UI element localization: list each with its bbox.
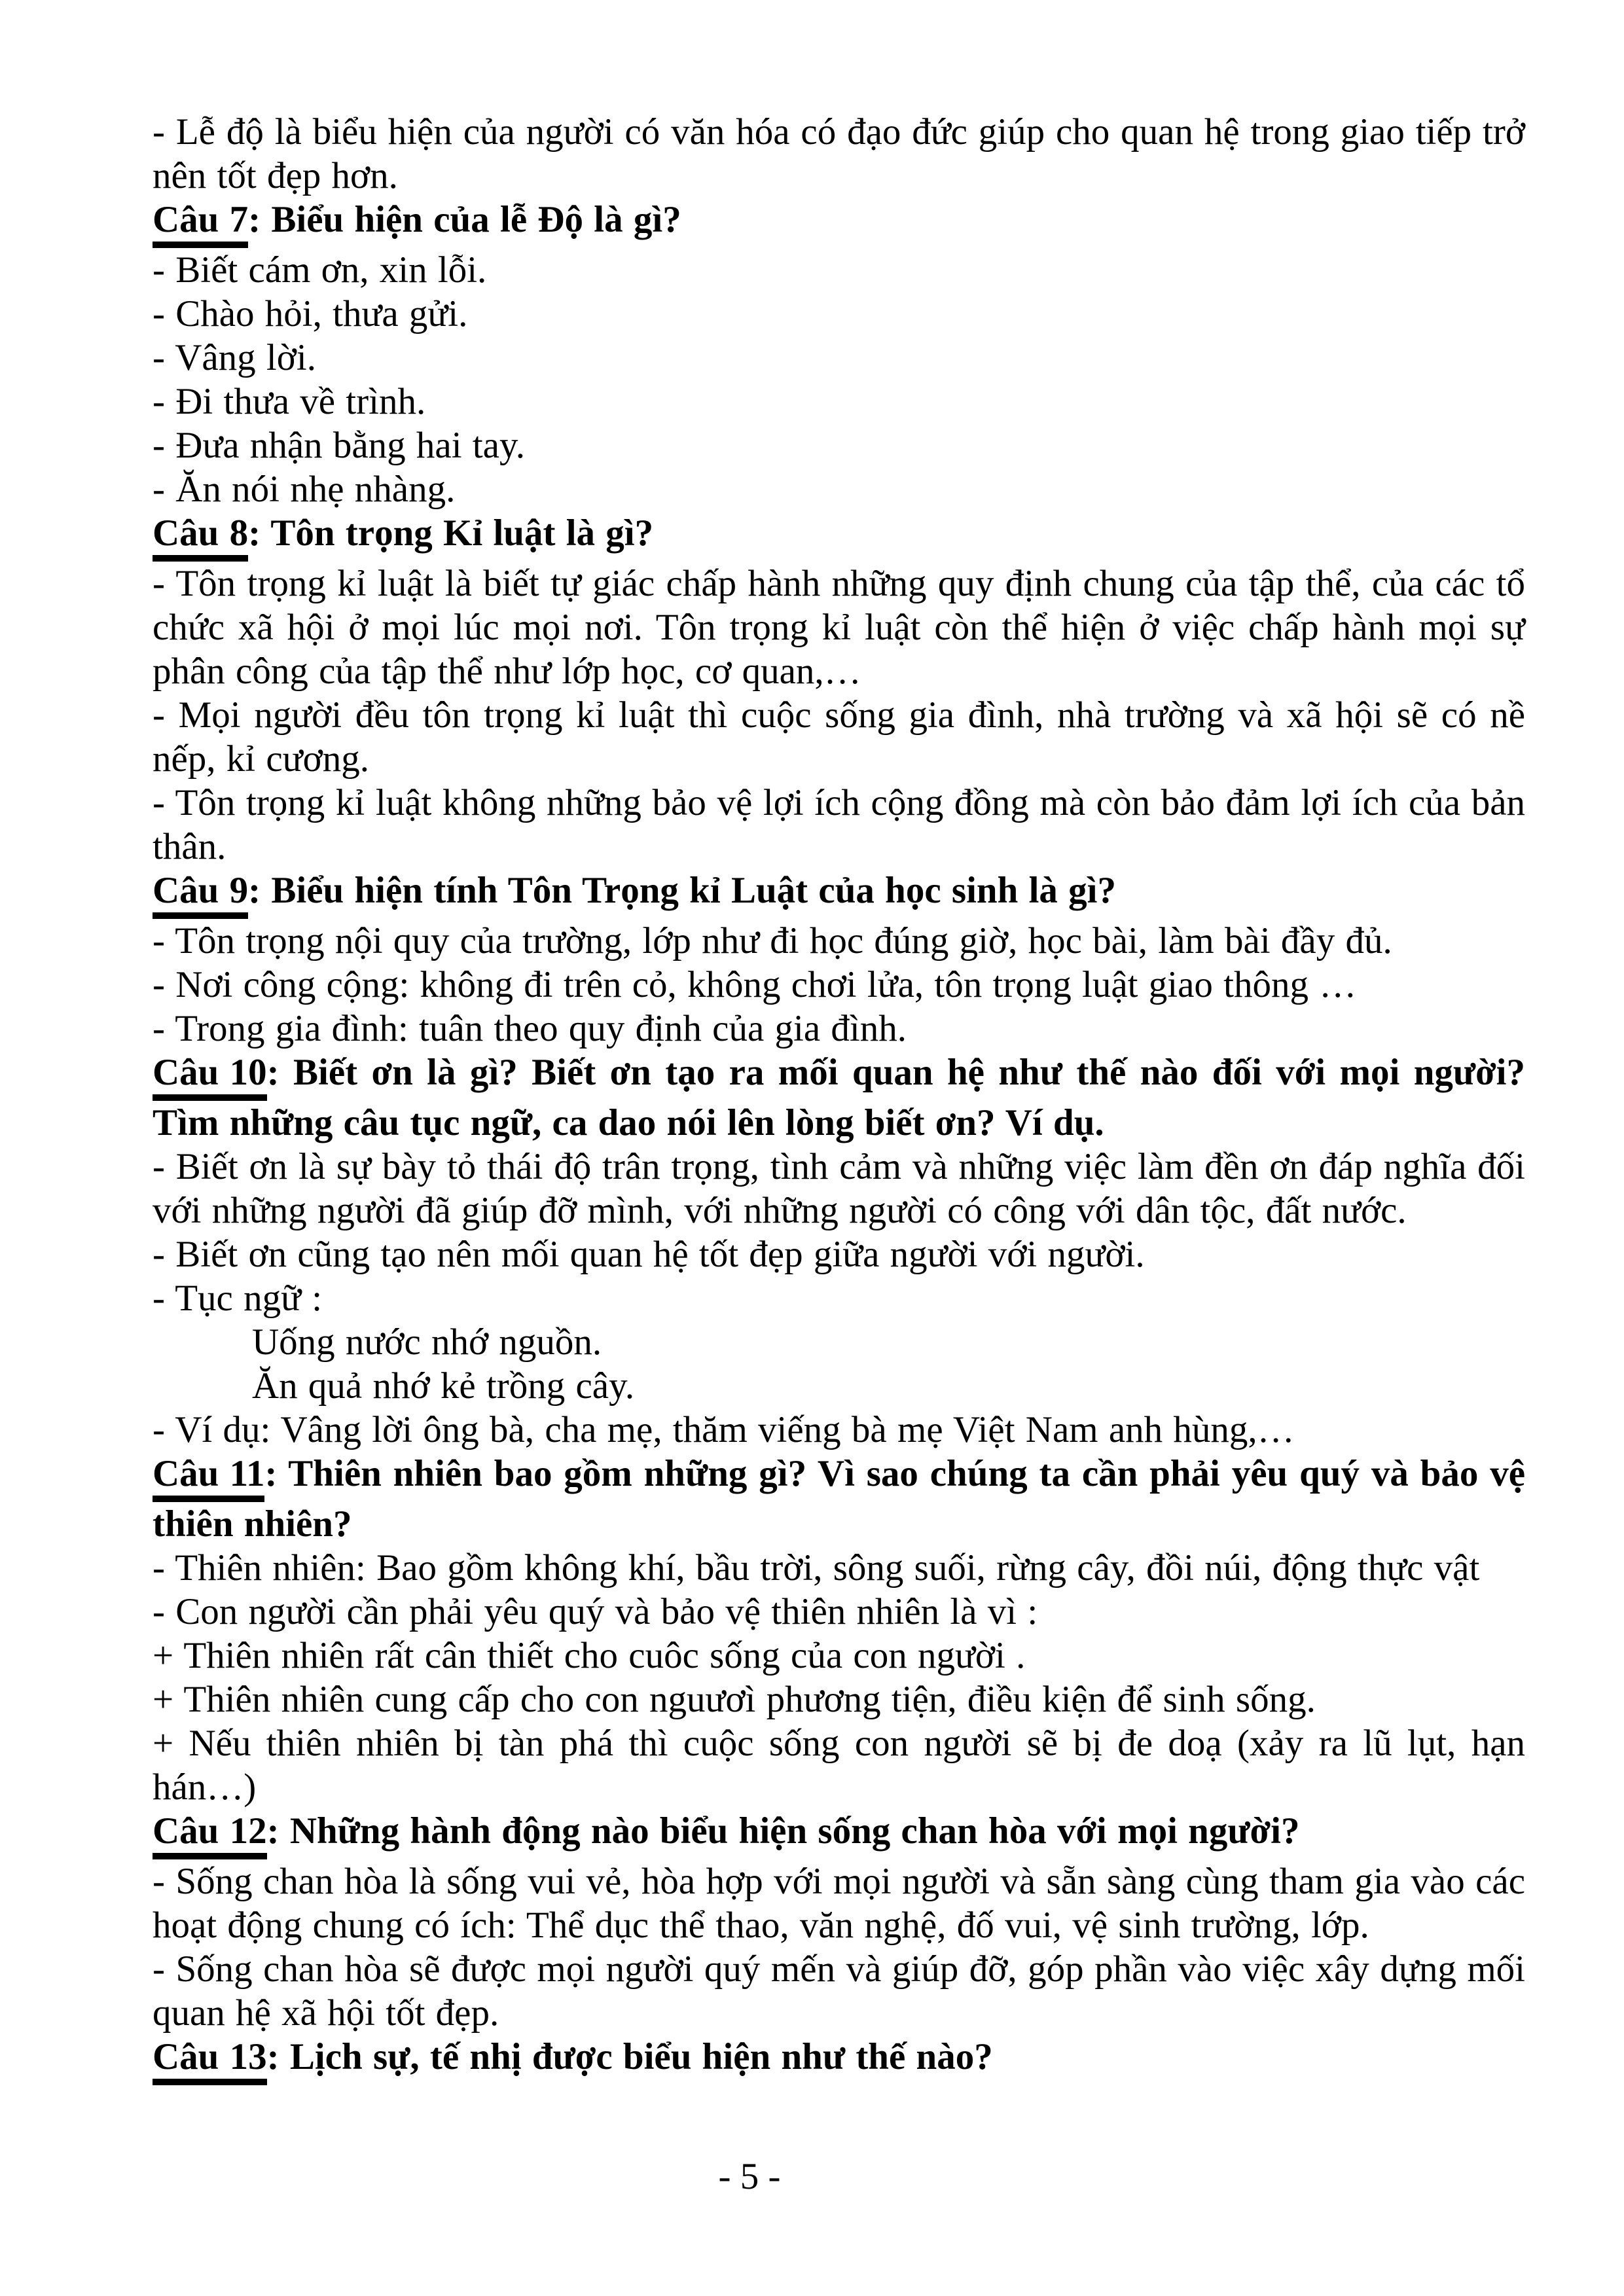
document-body [153,110,1525,2085]
question-heading-cau-10 [153,1050,1525,1145]
answer-line: - Tôn trọng kỉ luật không những bảo vệ lợi ích cộng đồng mà còn bảo đảm lợi ích của bản thân. [153,782,1525,867]
question-number-label: Câu 11 [153,1452,264,1502]
answer-line: - Mọi người đều tôn trọng kỉ luật thì cuộc sống gia đình, nhà trường và xã hội sẽ có nề nếp, kỉ cương. [153,694,1525,780]
answer-line: - Chào hỏi, thưa gửi. [153,293,468,334]
answer-line: - Biết ơn cũng tạo nên mối quan hệ tốt đẹp giữa người với người. [153,1234,1145,1275]
answer-line: - Ví dụ: Vâng lời ông bà, cha mẹ, thăm viếng bà mẹ Việt Nam anh hùng,… [153,1409,1295,1450]
question-heading-text: : Biểu hiện của lễ Độ là gì? [248,199,681,240]
question-heading-text: : Biểu hiện tính Tôn Trọng kỉ Luật của học sinh là gì? [248,870,1116,911]
answer-line: - Nơi công cộng: không đi trên cỏ, không chơi lửa, tôn trọng luật giao thông … [153,964,1357,1005]
answer-line: + Thiên nhiên rất cân thiết cho cuôc sống của con người . [153,1635,1026,1676]
question-heading-text: : Lịch sự, tế nhị được biểu hiện như thế nào? [266,2036,993,2077]
question-heading-text: : Thiên nhiên bao gồm những gì? Vì sao chúng ta cần phải yêu quý và bảo vệ thiên nhiên? [153,1453,1525,1545]
proverb-line: Uống nước nhớ nguồn. [252,1321,602,1363]
answer-line: - Tôn trọng nội quy của trường, lớp như đi học đúng giờ, học bài, làm bài đầy đủ. [153,920,1392,961]
answer-line: - Tôn trọng kỉ luật là biết tự giác chấp hành những quy định chung của tập thể, của các tổ chức xã hội ở mọi lúc mọi nơi. Tôn trọng kỉ luật còn thể hiện ở việc chấp hành mọi sự phân công của tập thể như lớp học, cơ quan,… [153,563,1525,692]
question-number-label: Câu 8 [153,511,248,562]
question-heading-text: : Những hành động nào biểu hiện sống chan hòa với mọi người? [266,1810,1300,1852]
question-heading-text: : Biết ơn là gì? Biết ơn tạo ra mối quan hệ như thế nào đối với mọi người? Tìm những câu tục ngữ, ca dao nói lên lòng biết ơn? Ví dụ. [153,1052,1525,1143]
answer-line: - Ăn nói nhẹ nhàng. [153,469,456,510]
proverb-line: Ăn quả nhớ kẻ trồng cây. [252,1365,635,1407]
answer-line: - Con người cần phải yêu quý và bảo vệ thiên nhiên là vì : [153,1591,1038,1632]
answer-line: - Biết ơn là sự bày tỏ thái độ trân trọng, tình cảm và những việc làm đền ơn đáp nghĩa đối với những người đã giúp đỡ mình, với những người có công với dân tộc, đất nước. [153,1146,1525,1231]
answer-line: - Thiên nhiên: Bao gồm không khí, bầu trời, sông suối, rừng cây, đồi núi, động thực vật [153,1547,1480,1588]
answer-line: - Tục ngữ : [153,1278,323,1319]
answer-line: - Biết cám ơn, xin lỗi. [153,249,487,291]
question-heading-cau-7 [153,198,1525,248]
answer-line: + Nếu thiên nhiên bị tàn phá thì cuộc sống con người sẽ bị đe doạ (xảy ra lũ lụt, hạn hán…) [153,1723,1525,1808]
answer-line: - Lễ độ là biểu hiện của người có văn hóa có đạo đức giúp cho quan hệ trong giao tiếp trở nên tốt đẹp hơn. [153,111,1525,196]
question-number-label: Câu 7 [153,198,248,248]
question-heading-cau-11 [153,1452,1525,1546]
answer-line: - Vâng lời. [153,337,316,378]
answer-line: - Đi thưa về trình. [153,381,426,422]
question-heading-cau-9 [153,869,1525,919]
answer-line: - Sống chan hòa sẽ được mọi người quý mến và giúp đỡ, góp phần vào việc xây dựng mối quan hệ xã hội tốt đẹp. [153,1948,1525,2034]
question-number-label: Câu 13 [153,2035,267,2085]
question-heading-cau-12 [153,1809,1525,1859]
answer-line: + Thiên nhiên cung cấp cho con nguươì phương tiện, điều kiện để sinh sống. [153,1679,1316,1720]
question-heading-cau-8 [153,511,1525,562]
answer-line: - Đưa nhận bằng hai tay. [153,425,526,466]
question-number-label: Câu 12 [153,1809,267,1859]
question-heading-cau-13 [153,2035,1525,2085]
question-heading-text: : Tôn trọng Kỉ luật là gì? [248,512,654,554]
question-number-label: Câu 9 [153,869,248,919]
answer-line: - Trong gia đình: tuân theo quy định của gia đình. [153,1008,907,1049]
question-number-label: Câu 10 [153,1050,267,1101]
answer-line: - Sống chan hòa là sống vui vẻ, hòa hợp với mọi người và sẵn sàng cùng tham gia vào các hoạt động chung có ích: Thể dục thể thao, văn nghệ, đố vui, vệ sinh trường, lớp. [153,1861,1525,1946]
page-number: - 5 - [718,2156,781,2197]
